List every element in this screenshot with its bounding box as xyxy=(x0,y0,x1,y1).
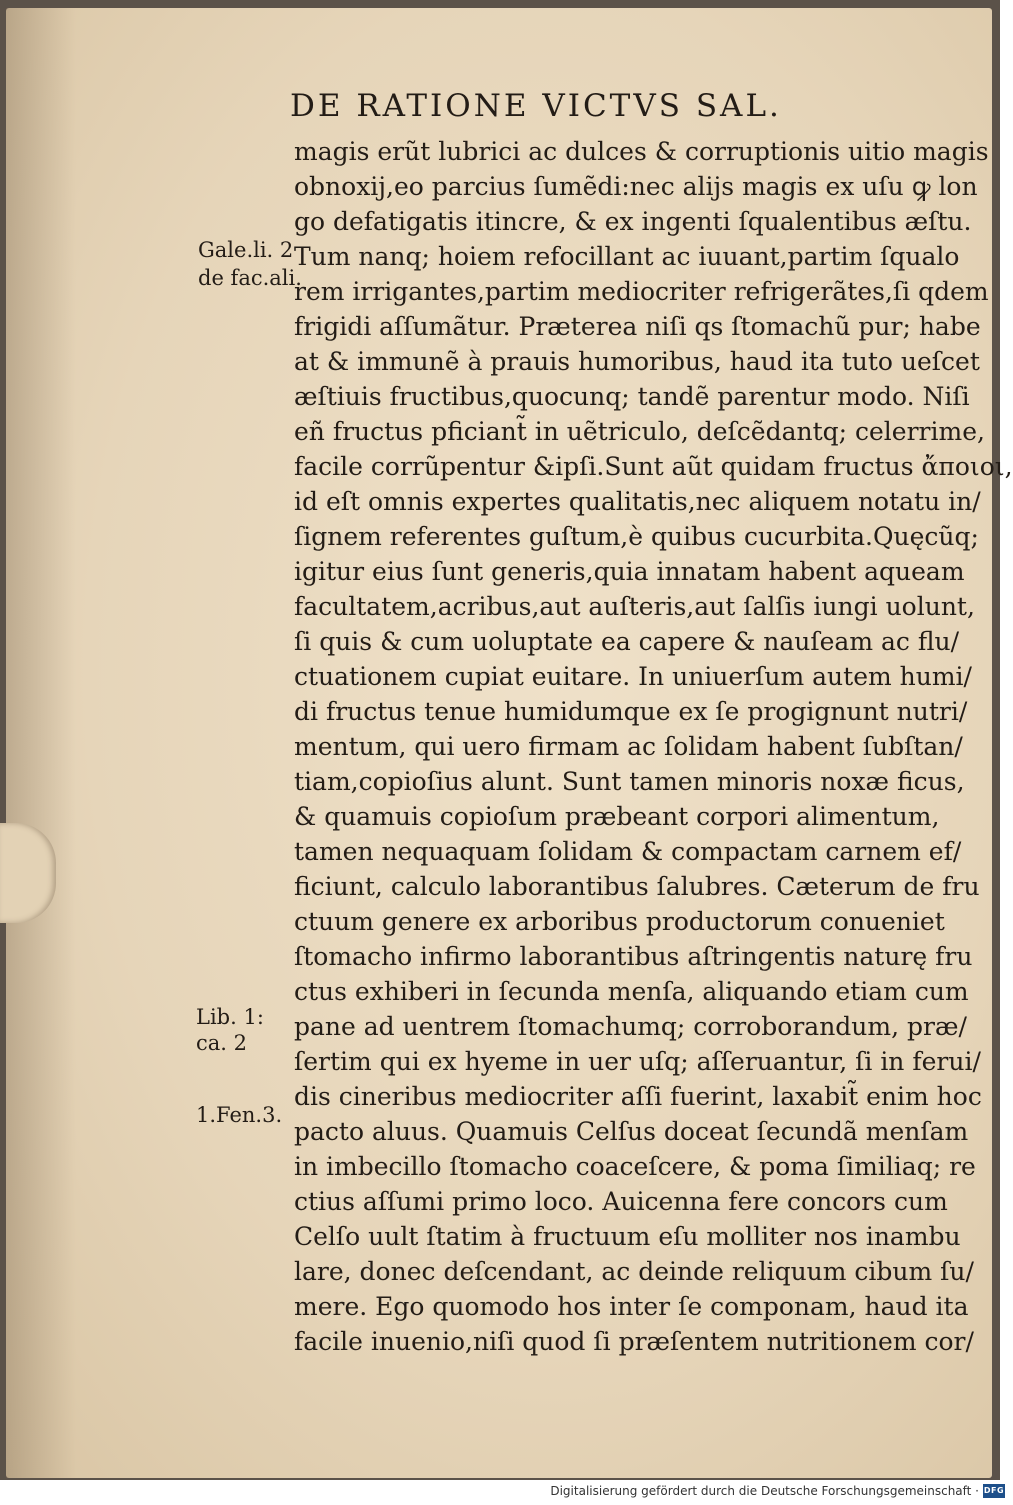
text-line: pacto aluus. Quamuis Celſus doceat ſecundã menſam xyxy=(294,1117,969,1146)
text-line: Celſo uult ſtatim à fructuum eſu molliter nos inambu xyxy=(294,1222,961,1251)
page-gutter-shadow xyxy=(6,8,76,1478)
digitization-credit: Digitalisierung gefördert durch die Deutsche Forschungsgemeinschaft · xyxy=(550,1484,979,1498)
dfg-logo: DFG xyxy=(983,1484,1005,1498)
text-line: Tum nanq; hoiem refocillant ac iuuant,partim ſqualo xyxy=(294,242,960,271)
text-line: ſi quis & cum uoluptate ea capere & nauſeam ac flu/ xyxy=(294,627,960,656)
marginal-note-celsus-2: ca. 2 xyxy=(196,1031,247,1055)
text-line: ſignem referentes guſtum,è quibus cucurbita.Quęcũq; xyxy=(294,522,979,551)
text-line: tiam,copioſius alunt. Sunt tamen minoris noxæ ficus, xyxy=(294,767,965,796)
running-title: DE RATIONE VICTVS SAL. xyxy=(290,88,782,124)
text-line: mentum, qui uero firmam ac ſolidam habent ſubſtan/ xyxy=(294,732,963,761)
text-line: facultatem,acribus,aut auſteris,aut ſalſis iungi uolunt, xyxy=(294,592,975,621)
text-line: ſtomacho infirmo laborantibus aſtringentis naturę fru xyxy=(294,942,973,971)
marginal-note-galen-1: Gale.li. 2 xyxy=(198,238,294,262)
text-line: tamen nequaquam ſolidam & compactam carnem ef/ xyxy=(294,837,962,866)
text-line: eñ fructus pficiant̃ in uẽtriculo, deſcẽdantq; celerrime, xyxy=(294,417,985,446)
text-line: æſtiuis fructibus,quocunq; tandẽ parentur modo. Niſi xyxy=(294,382,970,411)
marginal-note-galen-2: de fac.ali. xyxy=(198,266,302,290)
text-line: ctuum genere ex arboribus productorum conueniet xyxy=(294,907,945,936)
text-line: at & immunẽ à prauis humoribus, haud ita tuto ueſcet xyxy=(294,347,980,376)
text-line: di fructus tenue humidumque ex ſe progignunt nutri/ xyxy=(294,697,968,726)
text-line: ctus exhiberi in ſecunda menſa, aliquando etiam cum xyxy=(294,977,969,1006)
text-line: & quamuis copioſum præbeant corpori alimentum, xyxy=(294,802,940,831)
text-line: pane ad uentrem ſtomachumq; corroborandum, præ/ xyxy=(294,1012,967,1041)
body-text xyxy=(294,134,1013,1359)
text-line: igitur eius ſunt generis,quia innatam habent aqueam xyxy=(294,557,965,586)
text-line: frigidi aſſumãtur. Præterea niſi qs ſtomachũ pur; habe xyxy=(294,312,981,341)
text-line: mere. Ego quomodo hos inter ſe componam, haud ita xyxy=(294,1292,969,1321)
text-line: facile inuenio,niſi quod ſi præſentem nutritionem cor/ xyxy=(294,1327,974,1356)
text-line: dis cineribus mediocriter aſſi fuerint, laxabit̃ enim hoc xyxy=(294,1082,982,1111)
text-line: facile corrũpentur &ipſi.Sunt aũt quidam fructus ἄποιοι, xyxy=(294,452,1013,481)
text-line: ctius aſſumi primo loco. Auicenna fere concors cum xyxy=(294,1187,948,1216)
marginal-note-avicenna: 1.Fen.3. xyxy=(196,1103,283,1127)
text-line: rem irrigantes,partim mediocriter refrigerãtes,ſi qdem xyxy=(294,277,989,306)
text-line: id eſt omnis expertes qualitatis,nec aliquem notatu in/ xyxy=(294,487,981,516)
text-line: lare, donec deſcendant, ac deinde reliquum cibum ſu/ xyxy=(294,1257,974,1286)
marginal-note-celsus-1: Lib. 1: xyxy=(196,1005,264,1029)
text-line: ſertim qui ex hyeme in uer uſq; aſſeruantur, ſi in ferui/ xyxy=(294,1047,981,1076)
text-line: magis erũt lubrici ac dulces & corruptionis uitio magis xyxy=(294,137,989,166)
text-line: ficiunt, calculo laborantibus ſalubres. Cæterum de fru xyxy=(294,872,980,901)
text-line: go defatigatis itincre, & ex ingenti ſqualentibus æſtu. xyxy=(294,207,972,236)
text-line: obnoxij,eo parcius ſumẽdi:nec alijs magis ex uſu ꝙ lon xyxy=(294,172,978,201)
text-line: in imbecillo ſtomacho coaceſcere, & poma ſimiliaq; re xyxy=(294,1152,976,1181)
text-line: ctuationem cupiat euitare. In uniuerſum autem humi/ xyxy=(294,662,972,691)
